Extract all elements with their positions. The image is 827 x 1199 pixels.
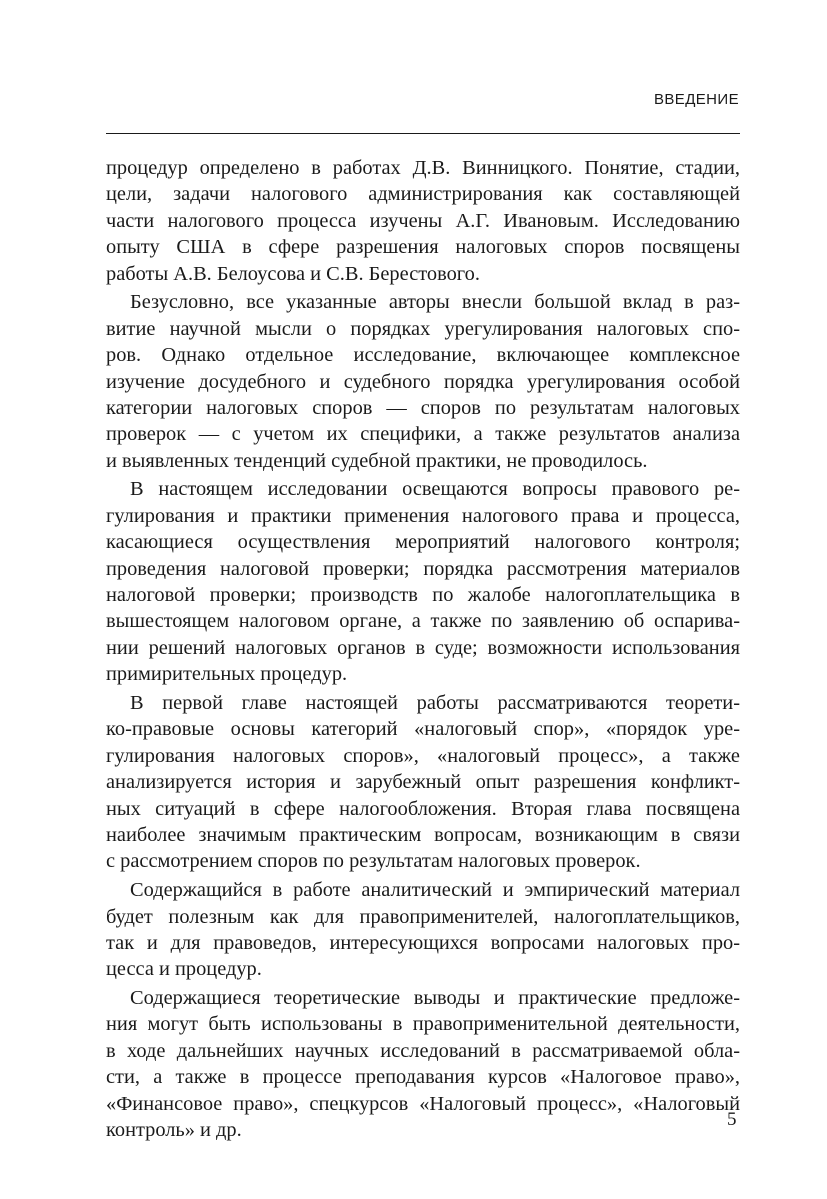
text-line: с рассмотрением споров по результатам налоговых проверок. — [106, 850, 641, 873]
text-line: В первой главе настоящей работы рассматриваются теорети- — [130, 691, 740, 714]
text-line: проверок — с учетом их специфики, а также результатов анализа — [106, 423, 740, 446]
text-line: контроль» и др. — [106, 1119, 242, 1142]
text-line: так и для правоведов, интересующихся вопросами налоговых про- — [106, 931, 740, 954]
paragraph-1 — [106, 155, 740, 287]
text-line: изучение досудебного и судебного порядка урегулирования особой — [106, 370, 740, 393]
text-line: В настоящем исследовании освещаются вопросы правового ре- — [130, 478, 740, 501]
text-line: работы А.В. Белоусова и С.В. Берестового. — [106, 262, 480, 285]
text-line: касающиеся осуществления мероприятий налогового контроля; — [106, 531, 740, 554]
text-line: нии решений налоговых органов в суде; возможности использования — [106, 636, 740, 659]
page-number: 5 — [727, 1109, 737, 1130]
text-line: вышестоящем налоговом органе, а также по заявлению об оспарива- — [106, 610, 740, 633]
text-line: витие научной мысли о порядках урегулирования налоговых спо- — [106, 317, 740, 340]
text-line: опыту США в сфере разрешения налоговых споров посвящены — [106, 236, 740, 259]
text-line: наиболее значимым практическим вопросам, возникающим в связи — [106, 823, 740, 846]
text-line: «Финансовое право», спецкурсов «Налоговый процесс», «Налоговый — [106, 1092, 740, 1115]
text-line: ния могут быть использованы в правоприменительной деятельности, — [106, 1013, 740, 1036]
text-line: ных ситуаций в сфере налогообложения. Вторая глава посвящена — [106, 797, 740, 820]
text-line: налоговой проверки; производств по жалобе налогоплательщика в — [106, 584, 740, 607]
text-line: примирительных процедур. — [106, 663, 348, 686]
body-text — [106, 155, 740, 1146]
text-line: будет полезным как для правоприменителей, налогоплательщиков, — [106, 905, 740, 928]
text-line: анализируется история и зарубежный опыт разрешения конфликт- — [106, 771, 740, 794]
text-line: Содержащиеся теоретические выводы и практические предложе- — [130, 987, 740, 1010]
text-line: Безусловно, все указанные авторы внесли большой вклад в раз- — [130, 291, 740, 314]
paragraph-5 — [106, 877, 740, 983]
text-line: проведения налоговой проверки; порядка рассмотрения материалов — [106, 557, 740, 580]
text-line: части налогового процесса изучены А.Г. Ивановым. Исследованию — [106, 209, 740, 232]
paragraph-3 — [106, 476, 740, 687]
text-line: сти, а также в процессе преподавания курсов «Налоговое право», — [106, 1066, 740, 1089]
text-line: и выявленных тенденций судебной практики, не проводилось. — [106, 449, 648, 472]
text-line: гулирования и практики применения налогового права и процесса, — [106, 504, 740, 527]
text-line: категории налоговых споров — споров по результатам налоговых — [106, 396, 740, 419]
text-line: ко-правовые основы категорий «налоговый спор», «порядок уре- — [106, 718, 740, 741]
paragraph-4 — [106, 690, 740, 875]
paragraph-6 — [106, 985, 740, 1143]
running-title: ВВЕДЕНИЕ — [654, 91, 739, 108]
text-line: ров. Однако отдельное исследование, включающее комплексное — [106, 344, 740, 367]
text-line: Содержащийся в работе аналитический и эмпирический материал — [130, 879, 740, 902]
text-line: цесса и процедур. — [106, 958, 262, 981]
text-line: в ходе дальнейших научных исследований в рассматриваемой обла- — [106, 1039, 740, 1062]
paragraph-2 — [106, 289, 740, 474]
header-rule — [106, 133, 740, 134]
text-line: цели, задачи налогового администрирования как составляющей — [106, 183, 740, 206]
text-line: гулирования налоговых споров», «налоговый процесс», а также — [106, 744, 740, 767]
text-line: процедур определено в работах Д.В. Винницкого. Понятие, стадии, — [106, 157, 740, 179]
